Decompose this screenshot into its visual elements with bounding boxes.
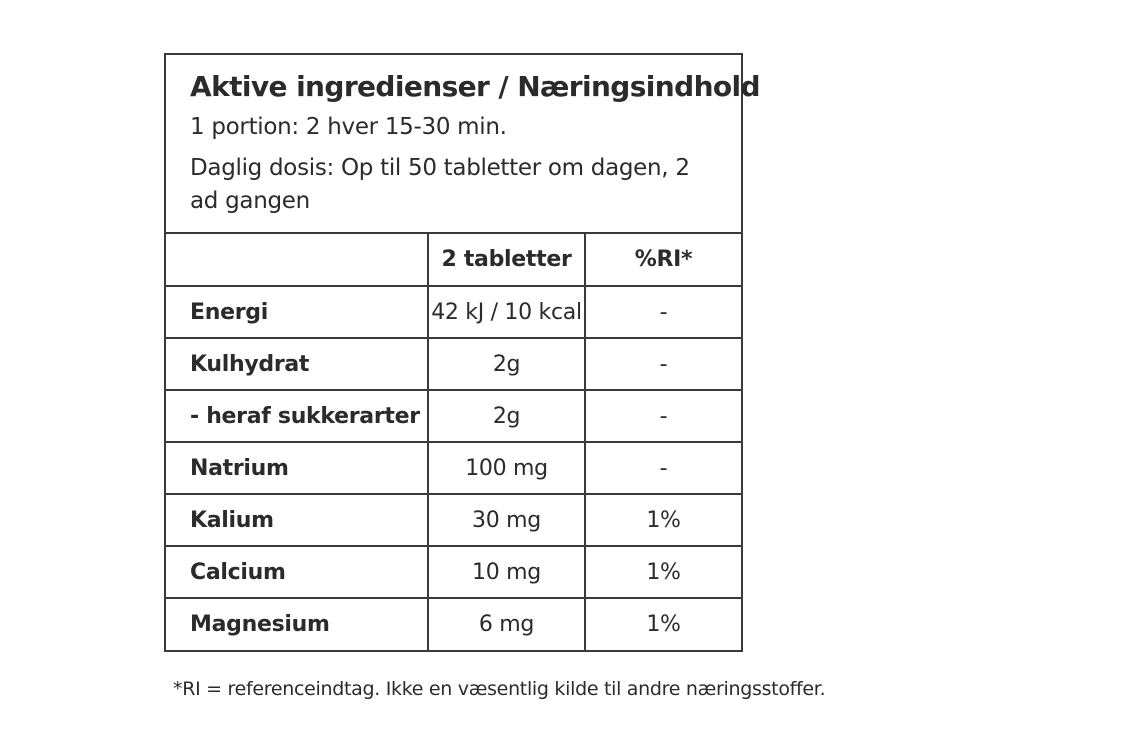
table-row bbox=[166, 442, 741, 494]
table-header-row bbox=[166, 234, 741, 286]
portion-text: 1 portion: 2 hver 15-30 min. bbox=[190, 114, 507, 140]
nutrient-ri: - bbox=[585, 442, 741, 494]
footnote: *RI = referenceindtag. Ikke en væsentlig kilde til andre næringsstoffer. bbox=[173, 678, 826, 700]
nutrient-ri: 1% bbox=[585, 494, 741, 546]
panel-title: Aktive ingredienser / Næringsindhold bbox=[190, 70, 760, 103]
nutrient-amount: 10 mg bbox=[428, 546, 585, 598]
nutrient-ri: 1% bbox=[646, 612, 681, 637]
nutrition-table bbox=[166, 234, 741, 650]
nutrient-name: Energi bbox=[166, 286, 428, 338]
nutrient-name: Calcium bbox=[166, 546, 428, 598]
nutrient-name: Kalium bbox=[166, 494, 428, 546]
nutrient-amount: 2g bbox=[428, 338, 585, 390]
nutrient-name: - heraf sukkerarter bbox=[166, 390, 428, 442]
nutrient-ri: - bbox=[585, 286, 741, 338]
nutrient-name: Magnesium bbox=[166, 598, 428, 650]
daily-dose-text: Daglig dosis: Op til 50 tabletter om dagen, 2 ad gangen bbox=[190, 155, 690, 214]
table-row bbox=[166, 390, 741, 442]
nutrition-header bbox=[166, 55, 760, 234]
nutrient-ri: - bbox=[585, 390, 741, 442]
nutrient-ri: 1% bbox=[585, 546, 741, 598]
column-header-ri: %RI* bbox=[585, 234, 741, 286]
table-row bbox=[166, 338, 741, 390]
table-row bbox=[166, 546, 741, 598]
nutrient-amount: 100 mg bbox=[428, 442, 585, 494]
table-row bbox=[166, 286, 741, 338]
nutrient-amount: 30 mg bbox=[428, 494, 585, 546]
column-header-amount: 2 tabletter bbox=[428, 234, 585, 286]
nutrient-name: Natrium bbox=[166, 442, 428, 494]
nutrient-amount: 2g bbox=[428, 390, 585, 442]
table-row bbox=[166, 494, 741, 546]
nutrient-ri: - bbox=[585, 338, 741, 390]
table-row bbox=[166, 598, 741, 650]
nutrition-panel bbox=[164, 53, 760, 652]
nutrient-amount: 6 mg bbox=[428, 598, 585, 650]
nutrient-amount: 42 kJ / 10 kcal bbox=[428, 286, 585, 338]
column-header-name bbox=[166, 234, 428, 286]
nutrient-name: Kulhydrat bbox=[166, 338, 428, 390]
